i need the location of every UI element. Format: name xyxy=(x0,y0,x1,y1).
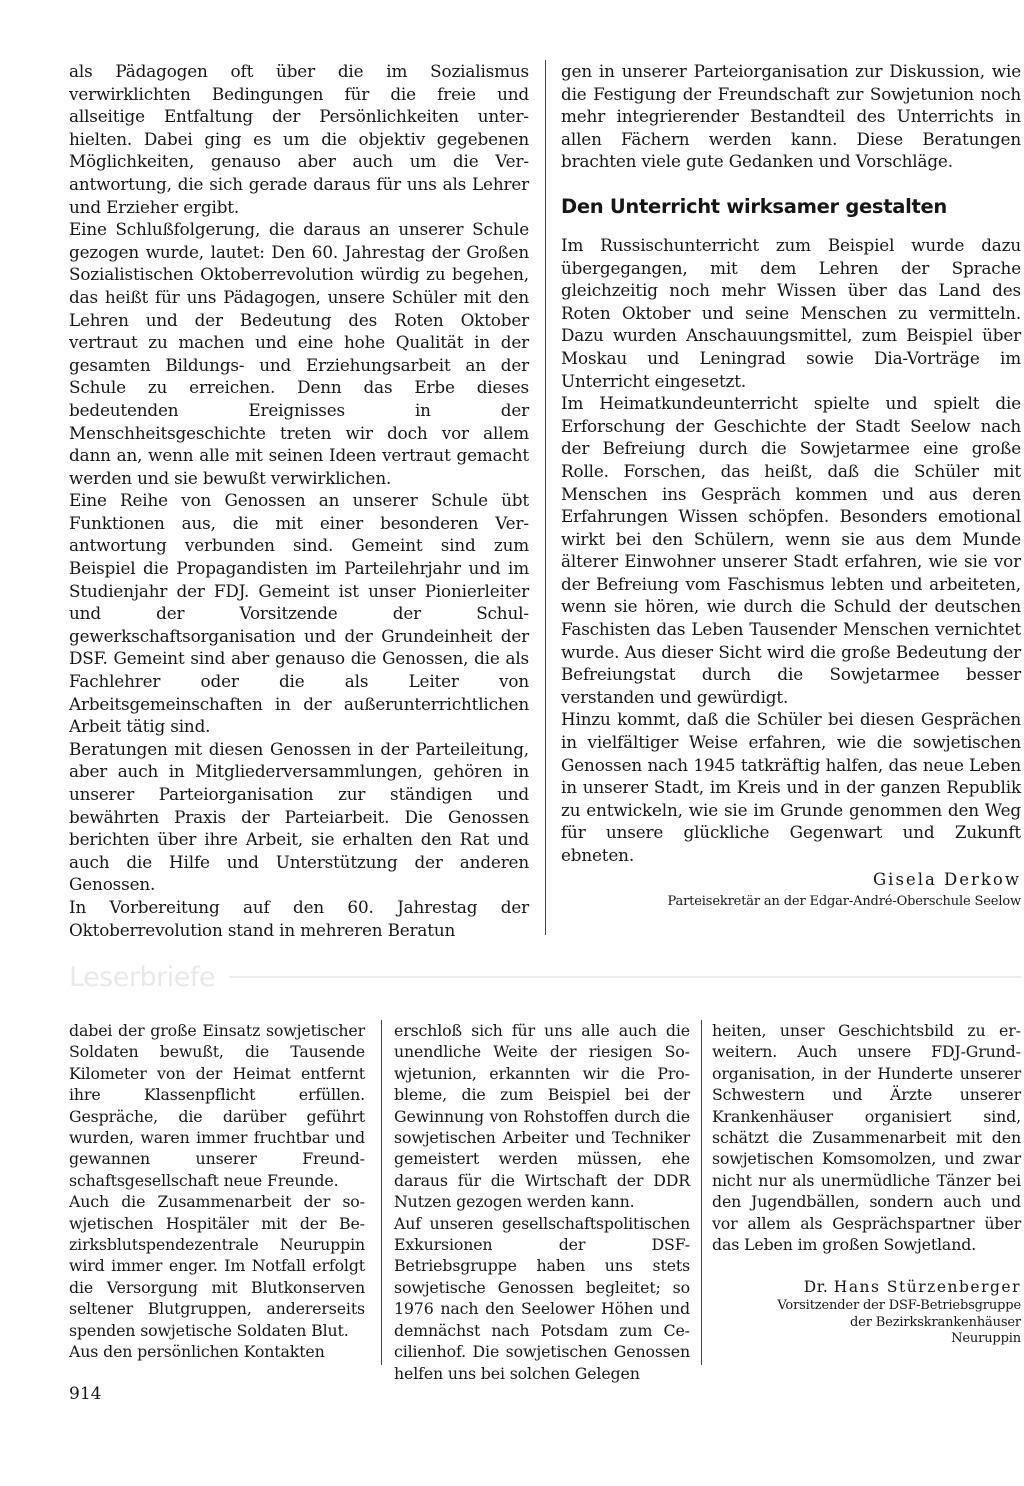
letter-author-role: der Bezirkskrankenhäuser xyxy=(849,1314,1021,1330)
letter-author-role: Neuruppin xyxy=(951,1331,1021,1347)
paragraph: Hinzu kommt, daß die Schüler bei diesen Gesprächen in vielfältiger Weise erfahren, wie die sowjetischen Genossen nach 1945 tatkräftig halfen, das neue Leben in unserer Stadt, im Kreis und in der ganzen Republik zu entwickeln, wie sie im Grunde genommen den Weg für unsere glückliche Gegenwart und Zukunft ebneten. xyxy=(561,709,1021,865)
paragraph: erschloß sich für uns alle auch die unendliche Weite der riesigen Sowjetunion, erkannten wir die Probleme, die zum Beispiel bei der Gewinnung von Rohstoffen durch die sowjetischen Arbeiter und Techniker gemeistert werden müssen, ehe daraus für die Wirtschaft der DDR Nutzen gezogen werden kann. xyxy=(394,1021,690,1212)
article-column-right xyxy=(561,60,1021,940)
paragraph: Im Heimatkundeunterricht spielte und spielt die Erforschung der Geschichte der Stadt Seelow nach der Befreiung durch die Sowjetarmee eine große Rolle. Forschen, das heißt, daß die Schüler mit Menschen ins Gespräch kommen und aus deren Erfahrungen Wissen schöpfen. Besonders emotional wirkt bei den Schülern, wenn sie aus dem Munde älterer Einwohner unserer Stadt erfahren, wie sie vor der Befreiung vom Faschismus lebten und arbeiteten, wenn sie hören, wie durch die Schuld der deutschen Faschisten das Leben Tausender Menschen vernichtet wurde. Aus dieser Sicht wird die große Bedeutung der Befreiungstat durch die Sowjetarmee besser verstanden und gewürdigt. xyxy=(561,393,1021,707)
letter-column-3 xyxy=(712,1020,1021,1380)
paragraph: In Vorbereitung auf den 60. Jahrestag der Oktoberrevolution stand in mehreren Beratun xyxy=(69,896,529,940)
paragraph: Im Russischunterricht zum Beispiel wurde dazu übergegangen, mit dem Lehren der Sprache gleichzeitig noch mehr Wissen über das Land des Roten Oktober und seine Menschen zu vermitteln. Dazu wurden Anschauungsmittel, zum Beispiel über Moskau und Leningrad sowie Dia-Vorträge im Unterricht eingesetzt. xyxy=(561,234,1021,391)
column-divider xyxy=(701,1020,702,1365)
page-number: 914 xyxy=(69,1384,102,1404)
column-divider xyxy=(545,60,546,935)
paragraph: Aus den persönlichen Kontakten xyxy=(69,1342,325,1362)
section-rule xyxy=(229,976,1021,978)
letter-author-role: Vorsitzender der DSF-Betriebsgruppe xyxy=(777,1298,1021,1314)
section-label: Leserbriefe xyxy=(69,962,215,993)
letter-signature xyxy=(712,1277,1021,1348)
paragraph: Eine Reihe von Genossen an unserer Schule übt Funktionen aus, die mit einer besonderen Verantwortung verbunden sind. Gemeint sind zum Beispiel die Propagandisten im Parteilehrjahr und im Studienjahr der FDJ. Gemeint ist unser Pionierleiter und der Vorsitzende der Schulgewerkschaftsorganisation und der Grundeinheit der DSF. Gemeint sind aber genauso die Genossen, die als Fachlehrer oder die als Leiter von Arbeitsgemeinschaften in der außerunterrichtlichen Arbeit tätig sind. xyxy=(69,490,529,737)
column-divider xyxy=(381,1020,382,1365)
paragraph: Auch die Zusammenarbeit der sowjetischen Hospitäler mit der Bezirksblutspendezentrale Neuruppin wird immer enger. Im Notfall erfolgt die Versorgung mit Blutkonserven seltener Blutgruppen, andererseits spenden sowjetische Soldaten Blut. xyxy=(69,1192,365,1340)
letter-column-1 xyxy=(69,1020,365,1370)
letter-author-name xyxy=(712,1277,1021,1298)
paragraph: Beratungen mit diesen Genossen in der Parteileitung, aber auch in Mitgliederversammlungen, gehören in unserer Parteiorganisation zur ständigen und bewährten Praxis der Parteiarbeit. Die Genossen berichten über ihre Arbeit, sie erhalten den Rat und auch die Hilfe und Unterstützung der anderen Genossen. xyxy=(69,738,529,895)
paragraph: Auf unseren gesellschaftspolitischen Exkursionen der DSF-Betriebsgruppe haben uns stets sowjetische Genossen begleitet; so 1976 nach den Seelower Höhen und demnächst nach Potsdam zum Cecilienhof. Die sowjetischen Genossen helfen uns bei solchen Gelegen xyxy=(394,1213,690,1383)
author-role: Parteisekretär an der Edgar-André-Oberschule Seelow xyxy=(667,893,1021,909)
paragraph: heiten, unser Geschichtsbild zu erweitern. Auch unsere FDJ-Grundorganisation, in der Hunderte unserer Schwestern und Ärzte unserer Krankenhäuser organisiert sind, schätzt die Zusammenarbeit mit den sowjetischen Komsomolzen, und zwar nicht nur als unermüdliche Tänzer bei den Jugendbällen, sondern auch und vor allem als Gesprächspartner über das Leben im großen Sowjetland. xyxy=(712,1021,1021,1255)
section-subheading: Den Unterricht wirksamer gestalten xyxy=(561,194,947,218)
author-signature xyxy=(561,869,1021,911)
author-full-name: Hans Stürzenberger xyxy=(833,1278,1021,1297)
article-column-left xyxy=(69,60,529,940)
paragraph: Eine Schlußfolgerung, die daraus an unserer Schule gezogen wurde, lautet: Den 60. Jahrestag der Großen Sozialistischen Oktoberrevolution würdig zu begehen, das heißt für uns Pädagogen, unsere Schüler mit den Lehren und der Bedeutung des Roten Oktober vertraut zu machen und eine hohe Qualität in der gesamten Bildungs- und Erziehungsarbeit an der Schule zu erreichen. Denn das Erbe dieses bedeutenden Ereignisses in der Menschheitsgeschichte treten wir doch vor allem dann an, wenn alle mit seinen Ideen vertraut gemacht werden und sie bewußt verwirklichen. xyxy=(69,219,529,488)
paragraph: dabei der große Einsatz sowjetischer Soldaten bewußt, die Tausende Kilometer von der Heimat entfernt ihre Klassenpflicht erfüllen. Gespräche, die darüber geführt wurden, waren immer fruchtbar und gewannen unserer Freundschaftsgesellschaft neue Freunde. xyxy=(69,1021,365,1190)
paragraph: gen in unserer Parteiorganisation zur Diskussion, wie die Festigung der Freundschaft zur Sowjetunion noch mehr integrierender Bestandteil des Unterrichts in allen Fächern werden kann. Diese Beratungen brachten viele gute Gedanken und Vorschläge. xyxy=(561,61,1021,172)
author-name: Gisela Derkow xyxy=(873,869,1021,889)
section-header xyxy=(69,962,1021,992)
letter-column-2 xyxy=(394,1020,690,1383)
author-title: Dr. xyxy=(803,1278,829,1297)
paragraph: als Pädagogen oft über die im Sozialismus verwirklichten Bedingungen für die freie und allseitige Entfaltung der Persönlichkeiten unterhielten. Dabei ging es um die objektiv gegebenen Möglichkeiten, genauso aber auch um die Verantwortung, die sich gerade daraus für uns als Lehrer und Erzieher ergibt. xyxy=(69,61,529,217)
